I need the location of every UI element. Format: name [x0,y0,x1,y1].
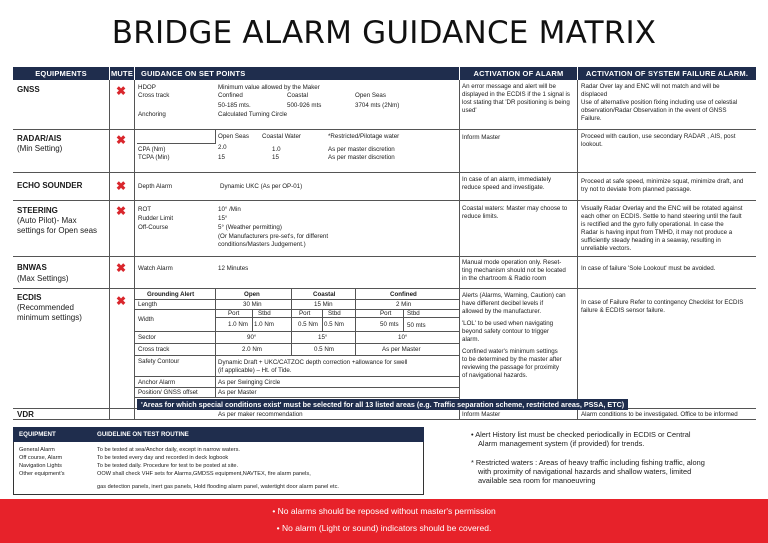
radar-d2: 15 [272,154,279,161]
ecdis-w3a: 50 mts [380,321,399,328]
ecdis-s3: 10° [398,334,408,341]
vdr-value: As per maker recommendation [218,411,303,418]
steer-value-line: 5° (Weather permitting) [218,224,282,231]
ecdis-open: Open [244,291,260,298]
test-equipment-item: Navigation Lights [19,463,62,469]
ecdis-confined: Confined [390,291,417,298]
divider [135,331,459,332]
equip-bnwas-sub: (Max Settings) [17,274,69,283]
divider [13,288,756,289]
divider [13,256,756,257]
ecdis-act-line: have different decibel levels if [462,300,544,307]
ecdis-act-line: to be determined by the master after [462,356,562,363]
equip-ecdis-sub: (Recommended [17,303,74,312]
ecdis-stbd: Stbd [407,310,420,317]
ecdis-sc1: Dynamic Draft + UKC/CATZOC depth correction +allowance for swell [218,359,408,366]
test-guideline-item: To be tested at sea/Anchor daily, except in narrow waters. [97,447,240,453]
ecdis-fail-line: In case of Failure Refer to contingency Checklist for ECDIS [581,299,744,306]
gnss-hdop: HDOP [138,84,156,91]
ecdis-w1a: 1.0 Nm [228,321,248,328]
ecdis-s1: 90° [247,334,257,341]
ecdis-act-line: Alerts (Alarms, Warning, Caution) can [462,292,566,299]
ecdis-act-line: alarm. [462,336,480,343]
divider [135,376,459,377]
divider [13,129,756,130]
footer-line: • No alarms should be reposed without master's permission [272,506,496,516]
ecdis-act-line: of navigational hazards. [462,372,528,379]
bnwas-value: 12 Minutes [218,265,249,272]
divider [135,397,459,398]
radar-cpa: CPA (Nm) [138,146,166,153]
note-line: Alarm management system (if provided) for trends. [478,439,645,448]
steer-value-line: (Or Manufacturers pre-set's, for different [218,233,329,240]
header-equipments: EQUIPMENTS [13,67,109,80]
ecdis-len3: 2 Min [396,301,412,308]
mute-x-icon: ✖ [116,261,127,275]
ecdis-len1: 30 Min [243,301,262,308]
divider [13,419,756,420]
echo-act-line: In case of an alarm, immediately [462,176,552,183]
steer-rot: ROT [138,206,152,213]
note-line: with proximity of navigational hazards and shallow waters, limited [478,467,692,476]
radar-c2: 1.0 [272,146,281,153]
gnss-act-line: displayed in the ECDIS if the 1 signal is [462,91,570,98]
gnss-confined: Confined [218,92,243,99]
radar-c3: As per master discretion [328,146,395,153]
echo-fail-line: try not to deviate from planned passage. [581,186,692,193]
footer-banner [0,499,768,543]
gnss-hdop-val: Minimum value allowed by the Maker [218,84,320,91]
radar-coast: Coastal Water [262,133,301,140]
test-equipment-item: Off course, Alarm [19,455,63,461]
radar-fail-line: Proceed with caution, use secondary RADAR , AIS, post [581,133,736,140]
test-guideline-item: gas detection panels, inert gas panels, Hold flooding alarm panel, watertight door alarm panel etc. [97,484,339,490]
equip-steering-sub: settings for Open seas [17,226,98,235]
gnss-act-line: lost stating that 'DR positioning is being [462,99,570,106]
equip-steering-sub: (Auto Pilot)- Max [17,216,77,225]
page-title: BRIDGE ALARM GUIDANCE MATRIX [111,15,657,51]
gnss-open: Open Seas [355,92,386,99]
equip-ecdis: ECDIS [17,293,42,302]
echo-label: Depth Alarm [138,183,173,190]
ecdis-anchv: As per Swinging Circle [218,379,281,386]
ecdis-coastal: Coastal [313,291,336,298]
gnss-fail-line: observation/Radar Observation in the event of GNSS [581,107,727,114]
header-activation: ACTIVATION OF ALARM [460,67,577,80]
ecdis-w2b: 0.5 Nm [324,321,344,328]
gnss-fail-line: displaced [581,91,608,98]
equip-echo: ECHO SOUNDER [17,181,83,190]
ecdis-sector: Sector [138,334,156,341]
vdr-act: Inform Master [462,411,501,418]
radar-d3: As per master discretion [328,154,395,161]
echo-value: Dynamic UKC (As per OP-01) [220,183,303,190]
ecdis-x3: As per Master [382,346,421,353]
divider [215,130,216,144]
test-equipment-item: General Alarm [19,447,55,453]
test-routine-header [13,427,424,442]
radar-fail-line: lookout. [581,141,603,148]
gnss-r3: 3704 mts (2Nm) [355,102,400,109]
gnss-r1: 50-185 mts. [218,102,251,109]
ecdis-stbd: Stbd [258,310,271,317]
ecdis-pos: Position/ GNSS offset [138,389,198,396]
radar-c1: 2.0 [218,144,227,151]
ecdis-anchor: Anchor Alarm [138,379,176,386]
radar-d1: 15 [218,154,225,161]
echo-fail-line: Proceed at safe speed, minimize squat, minimize draft, and [581,178,744,185]
ecdis-act-line: beyond safety contour to trigger [462,328,550,335]
ecdis-width: Width [138,316,154,323]
mute-x-icon: ✖ [116,294,127,308]
note-line: available sea room for manoeuvring [478,476,596,485]
header-failure: ACTIVATION OF SYSTEM FAILURE ALARM. [578,67,756,80]
test-header-equipment: EQUIPMENT [19,431,56,438]
gnss-fail-line: Radar Over lay and ENC will not match and will be [581,83,720,90]
steer-value-line: conditions/Masters Judgement.) [218,241,306,248]
bnwas-fail: In case of failure 'Sole Lookout' must be avoided. [581,265,716,272]
bnwas-act-line: Manual mode operation only. Reset- [462,259,562,266]
mute-x-icon: ✖ [116,133,127,147]
divider [13,200,756,201]
divider [252,309,253,331]
divider [134,80,135,419]
equip-gnss: GNSS [17,85,40,94]
test-guideline-item: To be tested daily. Procedure for test to be posted at site. [97,463,239,469]
ecdis-cross: Cross track [138,346,170,353]
test-guideline-item: OOW shall check VHF sets for Alarms,GMDSS equipment,NAVTEX, fire alarm panels, [97,471,311,477]
bnwas-label: Watch Alarm [138,265,173,272]
bnwas-act-line: in the chartroom & Radio room [462,275,547,282]
divider [109,80,110,419]
ecdis-posv: As per Master [218,389,257,396]
equip-ecdis-sub: minimum settings) [17,313,82,322]
gnss-r2: 500-926 mts [287,102,322,109]
ecdis-x1: 2.0 Nm [242,346,262,353]
ecdis-special-areas-note: 'Areas for which special conditions exist' must be selected for all 13 listed areas (e.g. Traffic separation scheme, restricted areas, PSSA, ETC) [137,399,628,410]
divider [135,299,459,300]
test-equipment-item: Other equipment's [19,471,65,477]
divider [215,288,216,397]
mute-x-icon: ✖ [116,179,127,193]
steer-fail-line: Visually Radar Overlay and the ENC will be rotated against [581,205,743,212]
test-guideline-item: To be tested every day and recorded in deck logbook [97,455,229,461]
divider [459,80,460,419]
ecdis-length: Length [138,301,157,308]
ecdis-sc2: (if applicable) – Ht. of Tide. [218,367,292,374]
radar-tcpa: TCPA (Min) [138,154,170,161]
footer-line: • No alarm (Light or sound) indicators should be covered. [276,523,492,533]
ecdis-w3b: 50 mts [407,322,426,329]
ecdis-safety: Safety Contour [138,358,180,365]
gnss-coastal: Coastal [287,92,308,99]
ecdis-act-line: allowed by the manufacturer. [462,308,542,315]
gnss-cross: Cross track [138,92,170,99]
ecdis-port: Port [299,310,311,317]
ecdis-fail-line: failure & ECDIS sensor failure. [581,307,665,314]
radar-act: Inform Master [462,134,501,141]
divider [13,172,756,173]
steer-act-line: reduce limits. [462,213,499,220]
ecdis-stbd: Stbd [328,310,341,317]
gnss-anch-val: Calculated Turning Circle [218,111,288,118]
steer-rudder: Rudder Limit [138,215,174,222]
ecdis-x2: 0.5 Nm [314,346,334,353]
radar-restr: *Restricted/Pilotage water [328,133,400,140]
equip-radar: RADAR/AIS [17,134,62,143]
equip-radar-sub: (Min Setting) [17,144,63,153]
header-mute: MUTE [110,69,134,78]
ecdis-w2a: 0.5 Nm [298,321,318,328]
divider [577,80,578,419]
ecdis-w1b: 1.0 Nm [254,321,274,328]
equip-steering: STEERING [17,206,58,215]
gnss-fail-line: Use of alternative position fixing including use of celestial [581,99,738,106]
gnss-act-line: An error message and alert will be [462,83,556,90]
equip-bnwas: BNWAS [17,263,47,272]
divider [137,143,215,144]
gnss-act-line: used' [462,107,477,114]
gnss-fail-line: Failure. [581,115,602,122]
ecdis-len2: 15 Min [314,301,333,308]
vdr-fail: Alarm conditions to be investigated. Office to be informed [581,411,738,418]
equip-vdr: VDR [17,410,34,419]
bnwas-act-line: ting mechanism should not be located [462,267,566,274]
ecdis-act-line: reviewing the passage for proximity [462,364,559,371]
ecdis-port: Port [380,310,392,317]
steer-fail-line: sufficiently steady heading in a seaway, resulting in [581,237,721,244]
header-guidance: GUIDANCE ON SET POINTS [135,67,459,80]
note-line: • Alert History list must be checked periodically in ECDIS or Central [471,430,691,439]
steer-act-line: Coastal waters: Master may choose to [462,205,568,212]
mute-x-icon: ✖ [116,204,127,218]
note-line: * Restricted waters : Areas of heavy traffic including fishing traffic, along [471,458,705,467]
ecdis-act-line: Confined water's minimum settings [462,348,558,355]
divider [322,309,323,331]
divider [403,309,404,331]
divider [291,288,292,355]
ecdis-grounding-alert: Grounding Alert [147,291,195,298]
divider [135,355,459,356]
steer-fail-line: each other on ECDIS. Settle to hand steering until the fault [581,213,742,220]
echo-act-line: reduce speed and investigate. [462,184,545,191]
divider [135,343,459,344]
radar-open: Open Seas [218,133,249,140]
steer-value-line: 15° [218,215,228,222]
ecdis-s2: 15° [318,334,328,341]
steer-fail-line: Radar is having input from TMHD, it may not produce a [581,229,733,236]
divider [355,288,356,355]
steer-offcourse: Off-Course [138,224,169,231]
steer-fail-line: is rectified and the gyro fully operational. In case the [581,221,724,228]
ecdis-port: Port [228,310,240,317]
steer-value-line: 10° /Min [218,206,241,213]
gnss-anch: Anchoring [138,111,166,118]
divider [135,387,459,388]
test-header-guideline: GUIDELINE ON TEST ROUTINE [97,431,189,438]
ecdis-act-line: 'LOL' to be used when navigating [462,320,554,327]
mute-x-icon: ✖ [116,84,127,98]
steer-fail-line: unreliable vectors. [581,245,632,252]
